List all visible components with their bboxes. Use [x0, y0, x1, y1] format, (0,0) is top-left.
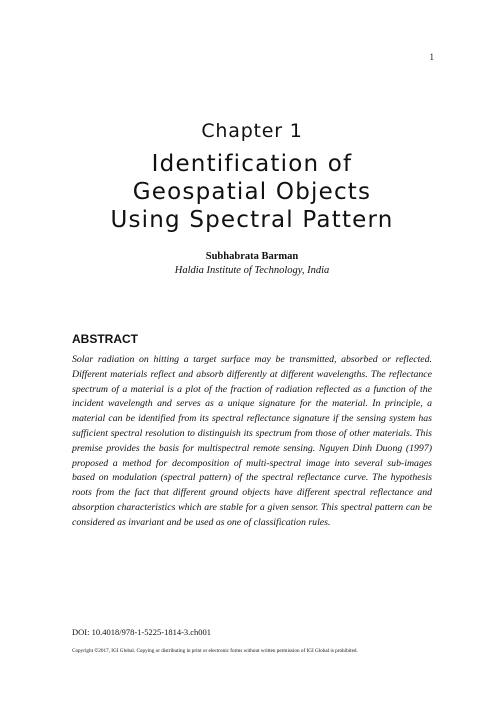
chapter-title [0, 150, 504, 234]
chapter-title-line: Geospatial Objects [132, 179, 372, 205]
chapter-title-line: Identification of [151, 151, 353, 177]
abstract-heading: ABSTRACT [72, 332, 138, 346]
doi: DOI: 10.4018/978-1-5225-1814-3.ch001 [72, 627, 212, 637]
abstract-body: Solar radiation on hitting a target surface may be transmitted, absorbed or reflected. Different materials reflect and absorb differently at different wavelengths. The reflectance spectrum of a material is a plot of the fraction of radiation reflected as a function of the incident wavelength and serves as a unique signature for the material. In principle, a material can be identified from its spectral reflectance signature if the sensing system has sufficient spectral resolution to distinguish its spectrum from those of other materials. This premise provides the basis for multispectral remote sensing. Nguyen Dinh Duong (1997) proposed a method for decomposition of multi-spectral image into several sub-images based on modulation (spectral pattern) of the spectral reflectance curve. The hypothesis roots from the fact that different ground objects have different spectral reflectance and absorption characteristics which are stable for a given sensor. This spectral pattern can be considered as invariant and be used as one of classification rules. [72, 354, 432, 528]
copyright-notice: Copyright ©2017, IGI Global. Copying or distributing in print or electronic forms without written permission of IGI Global is prohibited. [72, 648, 358, 654]
chapter-label: Chapter 1 [201, 120, 303, 142]
chapter-title-line: Using Spectral Pattern [110, 207, 394, 233]
author-affiliation: Haldia Institute of Technology, India [174, 265, 330, 276]
author-name: Subhabrata Barman [205, 251, 299, 262]
page-number: 1 [429, 52, 434, 62]
